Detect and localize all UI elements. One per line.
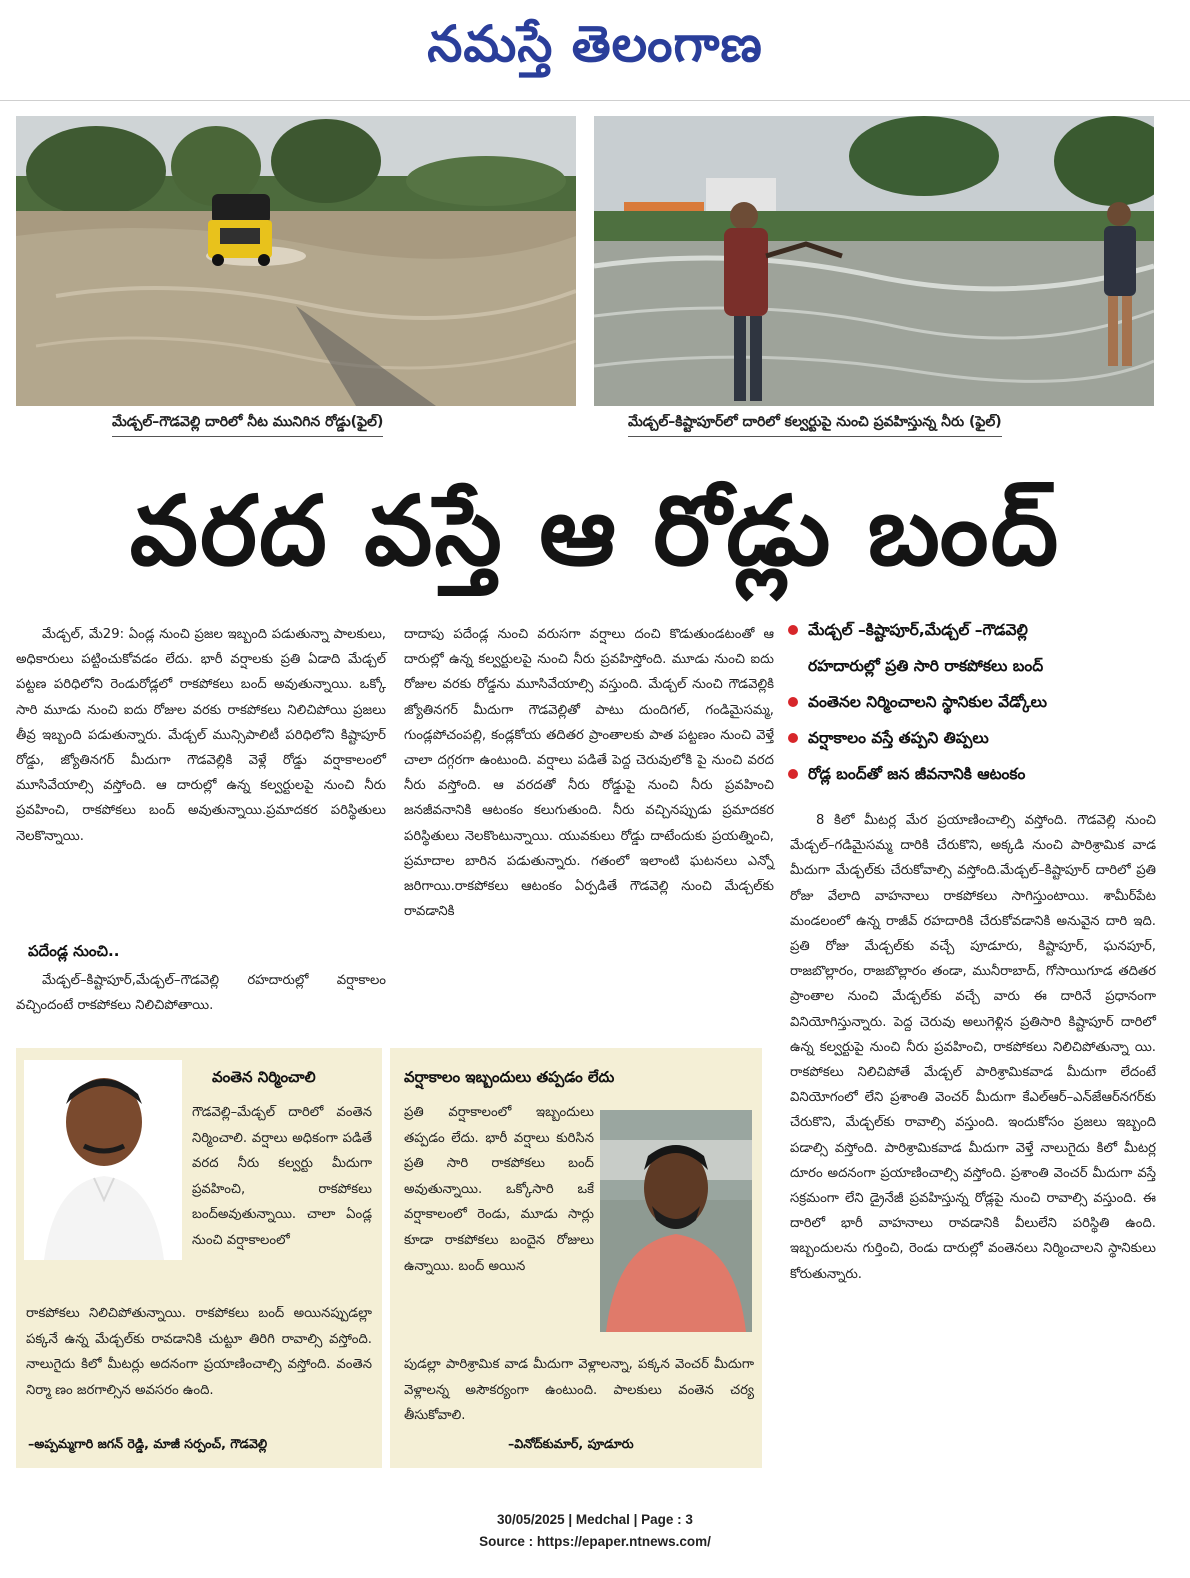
box-title: వర్షాకాలం ఇబ్బందులు తప్పడం లేదు xyxy=(404,1068,615,1086)
footer-source: Source : https://epaper.ntnews.com/ xyxy=(479,1534,711,1549)
bullet-dot-icon xyxy=(788,697,798,707)
box-signature: –అప్పమ్మగారి జగన్‌ రెడ్డి, మాజీ సర్పంచ్‌, గౌడవెల్లి xyxy=(28,1436,268,1451)
portrait-photo xyxy=(600,1110,752,1332)
article-paragraph: మేడ్చల్‌–కిష్టాపూర్‌,మేడ్చల్‌–గౌడవెల్లి రహదారుల్లో వర్షాకాలం వచ్చిందంటే రాకపోకలు నిలిచిపోతాయి. xyxy=(16,973,386,1014)
masthead xyxy=(0,0,1190,101)
highlights-list xyxy=(786,612,1166,792)
highlight-item: రోడ్ల బంద్‌తో జన జీవనానికి ఆటంకం xyxy=(786,756,1166,792)
masthead-title: నమస్తే తెలంగాణ xyxy=(427,14,763,73)
bullet-dot-icon xyxy=(788,769,798,779)
quote-box-vinod-kumar xyxy=(390,1048,762,1468)
photo-caption-right: మేడ్చల్‌–కిష్టాపూర్‌లో దారిలో కల్వర్టుపై నుంచి ప్రవహిస్తున్న నీరు (ఫైల్) xyxy=(628,414,1002,437)
highlight-item: మేడ్చల్‌ –కిష్టాపూర్‌,మేడ్చల్‌ –గౌడవెల్లి xyxy=(786,612,1166,648)
box-text-cont: పుడల్లా పారిశ్రామిక వాడ మీదుగా వెళ్లాలన్నా, పక్కన వెంచర్‌ మీదుగా వెళ్లాలన్న అసౌకర్యంగా ఉంటుంది. పాలకులు వంతెన చర్య తీసుకోవాలి. xyxy=(404,1357,754,1424)
article-column-2 xyxy=(404,622,774,924)
quote-box-jagan-reddy xyxy=(16,1048,382,1468)
highlight-item: వర్షాకాలం వస్తే తప్పని తిప్పలు xyxy=(786,720,1166,756)
box-text: గౌడవెల్లి–మేడ్చల్‌ దారిలో వంతెన నిర్మించాలి. వర్షాలు అధికంగా పడితే వరద నీరు కల్వర్టు మీదుగా ప్రవహించి, రాకపోకలు బంద్‌అవుతున్నాయి. చాలా ఏండ్ల నుంచి వర్షాకాలంలో xyxy=(192,1105,372,1248)
highlight-item-continuation: రహదారుల్లో ప్రతి సారి రాకపోకలు బంద్‌ xyxy=(808,657,1044,675)
article-column-3 xyxy=(790,808,1156,1287)
photo-culvert-flow xyxy=(594,116,1154,406)
highlight-item: వంతెనల నిర్మించాలని స్థానికుల వేడ్కోలు xyxy=(786,684,1166,720)
box-text-cont: రాకపోకలు నిలిచిపోతున్నాయి. రాకపోకలు బంద్‌ అయినప్పుడల్లా పక్కనే ఉన్న మేడ్చల్‌కు రావడానికి చుట్టూ తిరిగి రావాల్సి వస్తోంది. నాలుగైదు కిలో మీటర్లు అదనంగా ప్రయాణించాల్సి వస్తోంది. వంతెన నిర్మా ణం జరగాల్సిన అవసరం ఉంది. xyxy=(26,1306,372,1398)
article-paragraph: 8 కిలో మీటర్ల మేర ప్రయాణించాల్సి వస్తోంది. గౌడవెల్లి నుంచి మేడ్చల్‌–గడిమైసమ్మ దారికి చేరుకొని, అక్కడి నుంచి పారిశ్రామిక వాడ మీదుగా మేడ్చల్‌కు చేరుకోవాల్సి వస్తోంది.మేడ్చల్‌–కిష్టాపూర్‌ దారిలో ప్రతి రోజు వేలాది వాహనాలు రాకపోకలు సాగిస్తుంటాయి. శామీర్‌పేట మండలంలో ఉన్న రాజీవ్‌ రహదారికి చేరుకోవడానికి అనువైన దారి ఇది. ప్రతి రోజు మేడ్చల్‌కు వచ్చే పూడూరు, కిష్టాపూర్‌, ఘనపూర్‌, రాజబొల్లారం, రాజబొల్లారం తండా, మునీరాబాద్‌, గోసాయిగూడ తదితర ప్రాంతాల నుంచి మేడ్చల్‌కు వచ్చే వారు ఈ దారినే ప్రధానంగా వినియోగిస్తున్నారు. పెద్ద చెరువు అలుగెళ్లిన ప్రతిసారి కిష్టాపూర్‌ దారిలో ఉన్న కల్వర్టుపై నుంచి నీరు ప్రవహించి, రాకపోకలు నిలిచిపోతున్నా యి. రాకపోకలు నిలిచిపోతే మేడ్చల్‌ పారిశ్రామికవాడ మీదుగా లేదంటే వినియోగంలో లేని ప్రశాంతి వెంచర్‌ మీదుగా కేఎల్‌ఆర్‌–ఎన్‌జేఆర్‌నగర్‌కు చేరుకొని, మేడ్చల్‌కు రావాల్సి వస్తుంది. ఇందుకోసం ప్రజలు ఇబ్బంది పడాల్సి వస్తోంది. పారిశ్రామికవాడ మీదుగా వెళ్తే నాలుగైదు కిలో మీటర్ల దూరం అదనంగా ప్రయాణించాల్సి వస్తోంది. ప్రశాంతి వెంచర్‌ మీదుగా వస్తే సక్రమంగా లేని డ్రైనేజీ ప్రవహిస్తున్న రోడ్లపై నుంచి రావాల్సి వస్తుంది. ఈ దారిలో భారీ వాహనాలు రావడానికి వీలులేని పరిస్థితి ఉంది. ఇబ్బందులను గుర్తించి, రెండు దారుల్లో వంతెనలు నిర్మించాలని స్థానికులు కోరుతున్నారు. xyxy=(790,813,1156,1282)
photo-flooded-road xyxy=(16,116,576,406)
portrait-photo xyxy=(24,1060,182,1260)
headline: వరద వస్తే ఆ రోడ్లు బంద్‌ xyxy=(129,475,1061,587)
box-signature: –వినోద్‌కుమార్‌, పూడూరు xyxy=(508,1436,634,1451)
article-column-1 xyxy=(16,622,386,849)
article-subhead: పదేండ్ల నుంచి.. xyxy=(28,942,120,960)
bullet-dot-icon xyxy=(788,733,798,743)
article-paragraph: మేడ్చల్‌, మే29: ఏండ్ల నుంచి ప్రజల ఇబ్బంది పడుతున్నా పాలకులు, అధికారులు పట్టించుకోవడం లేదు. భారీ వర్షాలకు ప్రతి ఏడాది మేడ్చల్‌ పట్టణ పరిధిలోని రెండురోడ్లలో రాకపోకలు బంద్‌ అవుతున్నాయి. ఒక్కో సారి మూడు నుంచి ఐదు రోజుల వరకు రాకపోకలు నిలిచిపోయి ప్రజలు తీవ్ర ఇబ్బంది పడుతున్నారు. మేడ్చల్‌ మున్సిపాలిటీ పరిధిలోని కిష్టాపూర్‌ రోడ్డు, జ్యోతినగర్‌ మీదుగా గౌడవెల్లికి వెళ్లే రోడ్డు వర్షాకాలంలో మూసివేయాల్సి వస్తోంది. ఆ దారుల్లో ఉన్న కల్వర్టులపై నుంచి నీరు ప్రవహించి, రాకపోకలు బంద్‌ అవుతున్నాయి.ప్రమాదకర పరిస్థితులు నెలకొన్నాయి. xyxy=(16,627,386,844)
footer-date-page: 30/05/2025 | Medchal | Page : 3 xyxy=(497,1512,693,1527)
article-column-1-cont xyxy=(16,968,386,1018)
photo-caption-left: మేడ్చల్‌–గౌడవెల్లి దారిలో నీట మునిగిన రోడ్డు(ఫైల్) xyxy=(112,414,383,437)
box-text: ప్రతి వర్షాకాలంలో ఇబ్బందులు తప్పడం లేదు. భారీ వర్షాలు కురిసిన ప్రతి సారి రాకపోకలు బంద్‌ అవుతున్నాయి. ఒక్కోసారి ఒకే వర్షాకాలంలో రెండు, మూడు సార్లు కూడా రాకపోకలు బందైన రోజులు ఉన్నాయి. బంద్‌ అయిన xyxy=(404,1105,594,1274)
box-title: వంతెన నిర్మించాలి xyxy=(212,1068,316,1086)
article-paragraph: దాదాపు పదేండ్ల నుంచి వరుసగా వర్షాలు దంచి కొడుతుండటంతో ఆ దారుల్లో ఉన్న కల్వర్టులపై నుంచి నీరు ప్రవహిస్తోంది. మూడు నుంచి ఐదు రోజుల వరకు రోడ్డను మూసివేయాల్సి వస్తుంది. మేడ్చల్‌ నుంచి గౌడవెల్లికి జ్యోతినగర్‌ మీదుగా గౌడవెల్లితో పాటు దుందిగల్‌, గండిమైసమ్మ, గుండ్లపోచంపల్లి, కండ్లకోయ తదితర ప్రాంతాలకు పాత పట్టణం నుంచి వెళ్తే చాలా దగ్గరగా ఉంటుంది. వర్షాలు పడితే పెద్ద చెరువులోకి పై నుంచి వరద నీరు వస్తోంది. ఆ వరదతో నీరు రోడ్డుపై నుంచి నీరు ప్రవహించి జనజీవనానికి ఆటంకం కలుగుతుంది. నీరు వచ్చినప్పుడు ప్రమాదకర పరిస్థితులు నెలకొంటున్నాయి. యువకులు రోడ్డు దాటేందుకు ప్రయత్నించి, ప్రమాదాల బారిన పడుతున్నారు. గతంలో ఇలాంటి ఘటనలు ఎన్నో జరిగాయి.రాకపోకలు ఆటంకం ఏర్పడితే గౌడవెల్లి నుంచి మేడ్చల్‌కు రావడానికి xyxy=(404,627,774,920)
bullet-dot-icon xyxy=(788,625,798,635)
